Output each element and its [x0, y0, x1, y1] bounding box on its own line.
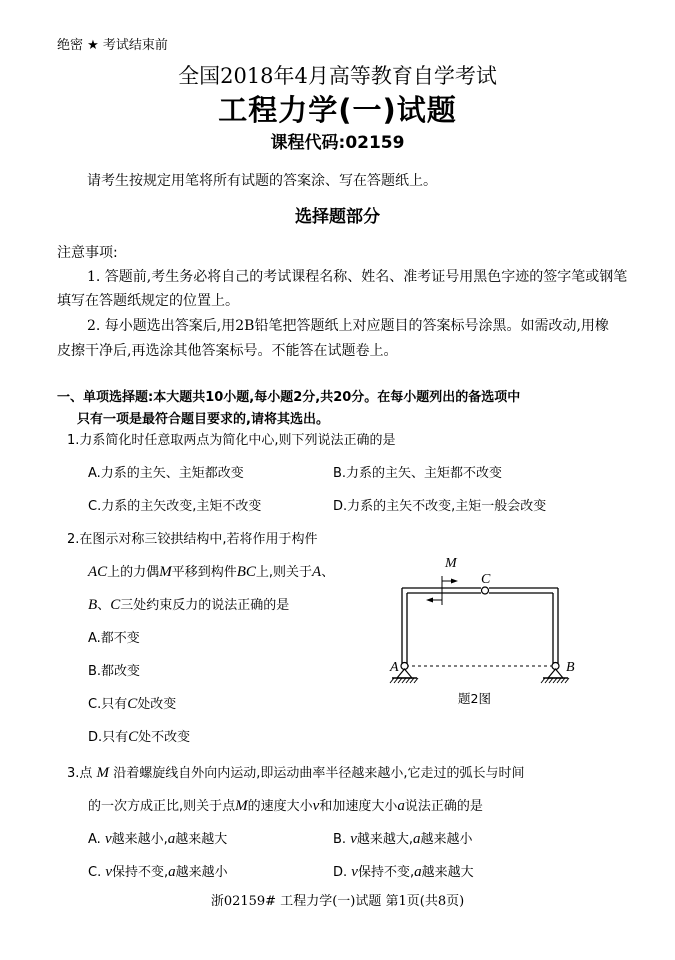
note-2-line-2: 皮擦干净后,再选涂其他答案标号。不能答在试题卷上。	[57, 343, 398, 359]
course-code: 课程代码:02159	[270, 133, 405, 153]
q3-stem-line-2: 的一次方成正比,则关于点M的速度大小v和加速度大小a说法正确的是	[88, 798, 483, 814]
part-heading-line-2: 只有一项是最符合题目要求的,请将其选出。	[77, 412, 329, 427]
q2-option-c: C.只有C处改变	[88, 696, 177, 712]
instruction: 请考生按规定用笔将所有试题的答案涂、写在答题纸上。	[87, 173, 437, 189]
part-heading-line-1: 一、单项选择题:本大题共10小题,每小题2分,共20分。在每小题列出的备选项中	[57, 390, 521, 405]
note-1-line-1: 1. 答题前,考生务必将自己的考试课程名称、姓名、准考证号用黑色字迹的签字笔或钢笔	[87, 269, 628, 285]
label-a: A	[390, 660, 399, 675]
ground-hatch-a	[390, 678, 418, 683]
support-a	[397, 669, 412, 678]
label-b: B	[566, 660, 575, 675]
q3-stem-line-1: 3.点 M 沿着螺旋线自外向内运动,即运动曲率半径越来越小,它走过的弧长与时间	[67, 765, 525, 781]
q1-option-a: A.力系的主矢、主矩都改变	[88, 466, 244, 481]
q1-option-c: C.力系的主矢改变,主矩不改变	[88, 499, 262, 514]
q1-option-b: B.力系的主矢、主矩都不改变	[333, 466, 503, 481]
couple-upper-arrowhead	[451, 579, 458, 584]
note-2-line-1: 2. 每小题选出答案后,用2B铅笔把答题纸上对应题目的答案标号涂黑。如需改动,用橡	[87, 318, 609, 334]
secret-mark: 绝密 ★ 考试结束前	[57, 38, 168, 53]
support-b	[548, 669, 563, 678]
page-footer: 浙02159# 工程力学(一)试题 第1页(共8页)	[210, 894, 465, 909]
section-title: 选择题部分	[295, 207, 380, 227]
ground-hatch-b	[541, 678, 569, 683]
q3-option-c: C. v保持不变,a越来越小	[88, 864, 228, 880]
q2-option-d: D.只有C处不改变	[88, 729, 191, 745]
q1-stem: 1.力系简化时任意取两点为简化中心,则下列说法正确的是	[67, 433, 396, 448]
label-m: M	[445, 556, 457, 571]
notes-heading: 注意事项:	[57, 245, 118, 261]
q2-stem-line-1: 2.在图示对称三铰拱结构中,若将作用于构件	[67, 532, 318, 547]
note-1-line-2: 填写在答题纸规定的位置上。	[57, 293, 239, 309]
label-c: C	[481, 572, 491, 587]
q2-stem-line-3: B、C三处约束反力的说法正确的是	[88, 597, 290, 613]
hinge-c	[482, 587, 489, 594]
q3-option-b: B. v越来越大,a越来越小	[333, 831, 473, 847]
figure-caption: 题2图	[458, 691, 491, 706]
q2-option-a: A.都不变	[88, 631, 140, 646]
couple-lower-arrowhead	[426, 598, 433, 603]
three-hinged-arch-figure	[380, 550, 600, 710]
q2-option-b: B.都改变	[88, 664, 141, 679]
q2-stem-line-2: AC上的力偶M平移到构件BC上,则关于A、	[88, 564, 335, 580]
q1-option-d: D.力系的主矢不改变,主矩一般会改变	[333, 499, 547, 514]
q3-option-d: D. v保持不变,a越来越大	[333, 864, 474, 880]
paper-title: 工程力学(一)试题	[218, 93, 457, 127]
q3-option-a: A. v越来越小,a越来越大	[88, 831, 228, 847]
exam-title: 全国2018年4月高等教育自学考试	[178, 64, 497, 88]
